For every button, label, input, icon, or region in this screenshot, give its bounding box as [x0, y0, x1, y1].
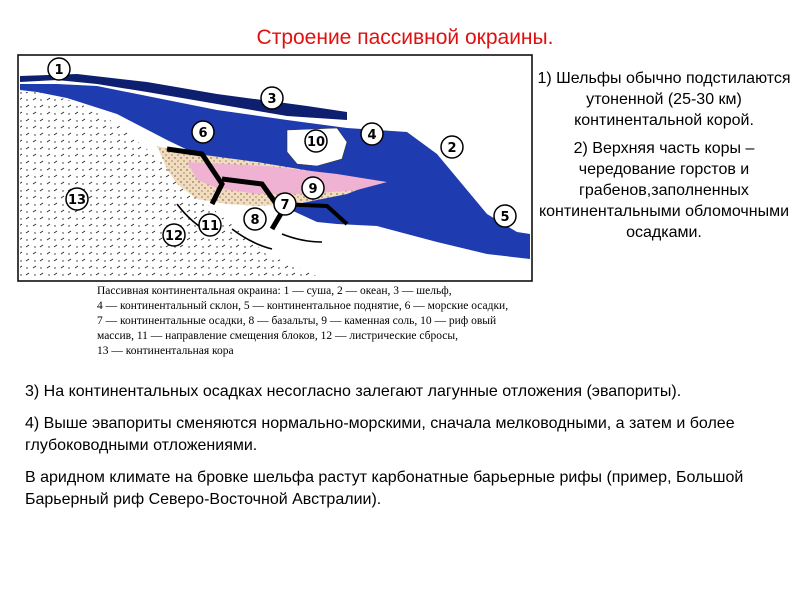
callout-4	[361, 123, 383, 145]
callout-12	[163, 224, 185, 246]
caption-line: 7 — континентальные осадки, 8 — базальты, 9 — каменная соль, 10 — риф овый	[97, 315, 497, 327]
caption-line: Пассивная континентальная окраина: 1 — суша, 2 — океан, 3 — шельф,	[97, 285, 452, 297]
callout-10	[305, 130, 327, 152]
note-item: В аридном климате на бровке шельфа растут карбонатные барьерные рифы (пример, Большой Барьерный риф Северо-Восточной Австралии).	[25, 469, 744, 508]
svg-text:2: 2	[447, 141, 457, 156]
slide-title: Строение пассивной окраины.	[256, 26, 554, 49]
cross-section-diagram	[17, 54, 533, 282]
callout-11	[199, 214, 221, 236]
note-item: 4) Выше эвапориты сменяются нормально-морскими, сначала мелководными, а затем и более глубоководными отложениями.	[25, 415, 735, 454]
passive-margin-figure	[17, 54, 533, 366]
callout-6	[192, 121, 214, 143]
callout-7	[274, 193, 296, 215]
svg-text:4: 4	[367, 128, 377, 143]
svg-text:11: 11	[200, 219, 220, 234]
callout-3	[261, 87, 283, 109]
callout-9	[302, 177, 324, 199]
caption-line: 4 — континентальный склон, 5 — континентальное поднятие, 6 — морские осадки,	[97, 300, 509, 312]
callout-8	[244, 208, 266, 230]
caption-line: 13 — континентальная кора	[97, 345, 234, 357]
callout-2	[441, 136, 463, 158]
svg-text:8: 8	[250, 213, 260, 228]
svg-text:5: 5	[500, 210, 510, 225]
figure-caption	[97, 284, 537, 359]
svg-text:9: 9	[308, 182, 318, 197]
note-item: 2) Верхняя часть коры – чередование горстов и грабенов,заполненных континентальными обломочными осадками.	[538, 140, 790, 241]
note-item: 3) На континентальных осадках несогласно залегают лагунные отложения (эвапориты).	[25, 383, 682, 400]
callout-1	[48, 58, 70, 80]
svg-text:6: 6	[198, 126, 208, 141]
svg-text:10: 10	[306, 135, 326, 150]
callout-5	[494, 205, 516, 227]
svg-text:1: 1	[54, 63, 64, 78]
svg-text:3: 3	[267, 92, 277, 107]
callout-13	[66, 188, 88, 210]
caption-line: массив, 11 — направление смещения блоков, 12 — листрические сбросы,	[97, 330, 459, 342]
bottom-notes	[25, 381, 795, 521]
svg-text:12: 12	[164, 229, 184, 244]
svg-text:13: 13	[67, 193, 87, 208]
note-item: 1) Шельфы обычно подстилаются утоненной (25-30 км) континентальной корой.	[537, 70, 791, 129]
right-notes	[535, 68, 793, 250]
svg-text:7: 7	[280, 198, 290, 213]
